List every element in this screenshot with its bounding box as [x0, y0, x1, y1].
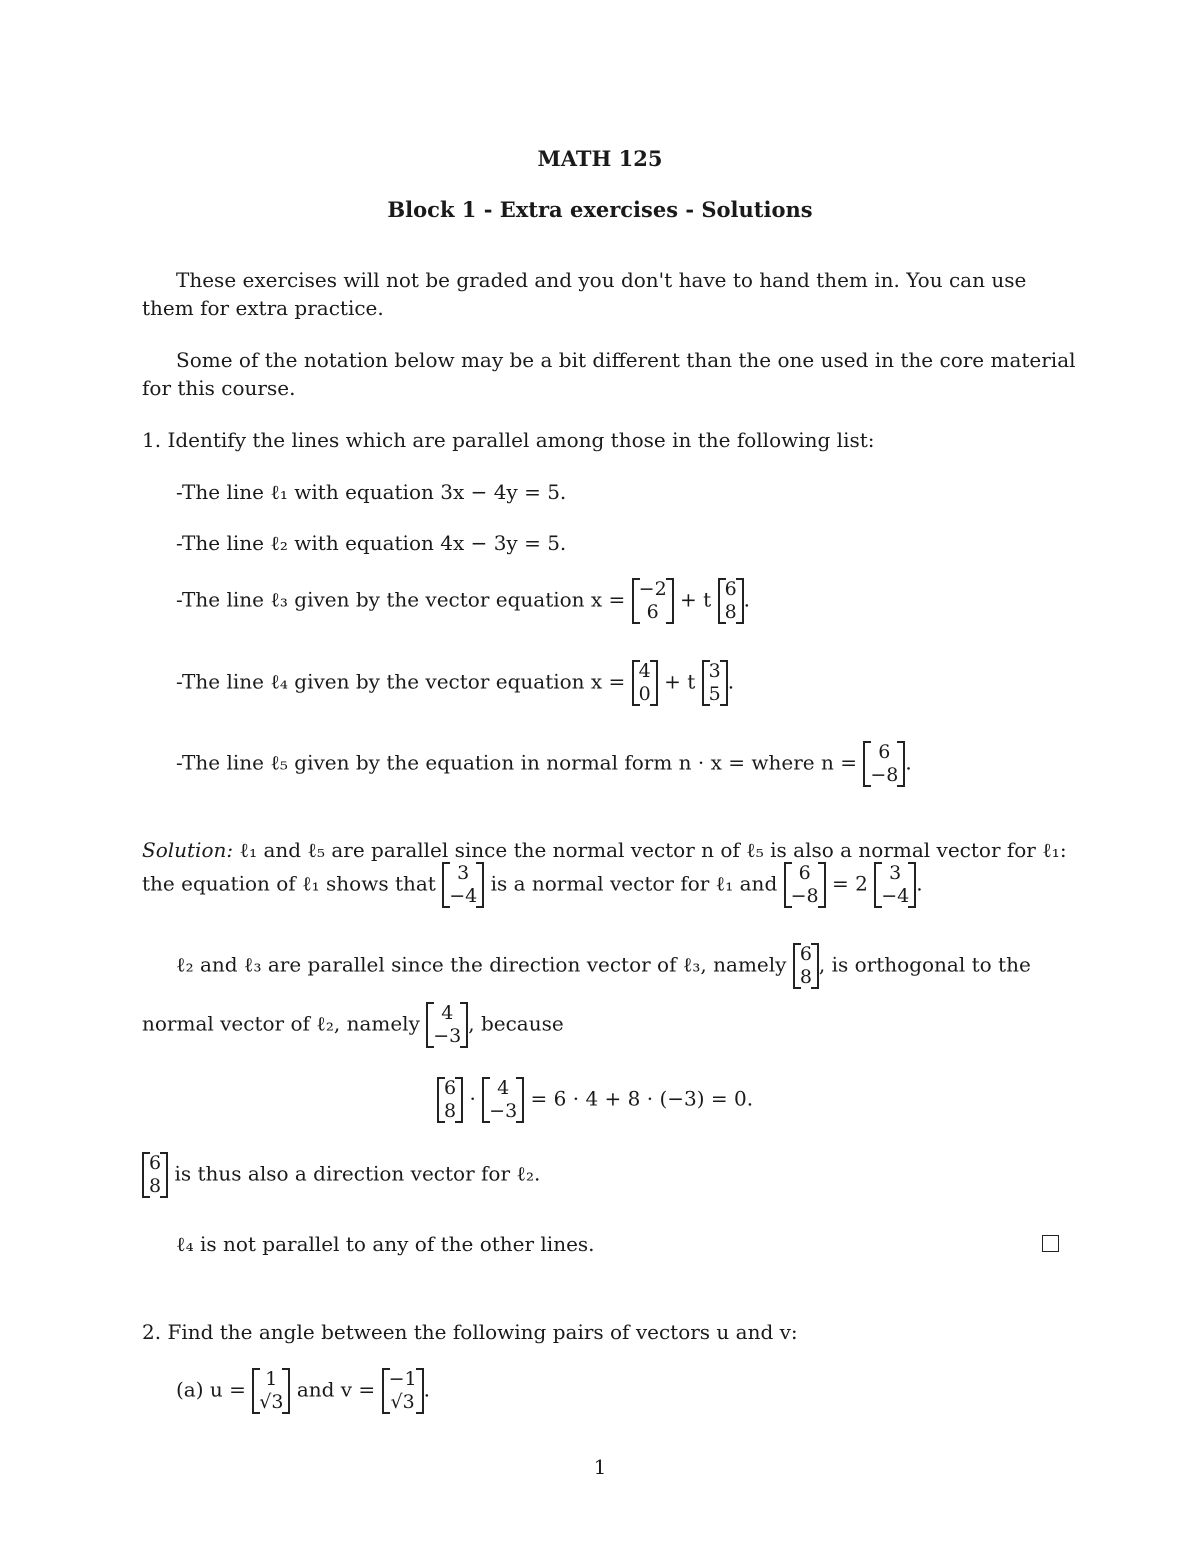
line-l2: -The line ℓ₂ with equation 4x − 3y = 5.: [176, 531, 567, 555]
vector-normal-l5: 6 −8: [784, 862, 826, 908]
line-l1: -The line ℓ₁ with equation 3x − 4y = 5.: [176, 480, 567, 504]
vector-normal-l1: 3 −4: [442, 862, 484, 908]
line-l4-plus: + t: [664, 669, 696, 694]
solution-text-4: ℓ₂ and ℓ₃ are parallel since the direction vector of ℓ₃, namely: [176, 952, 787, 977]
solution-text-1: ℓ₁ and ℓ₅ are parallel since the normal vector n of ℓ₅ is also a normal vector for ℓ₁:: [239, 838, 1067, 862]
line-l3: -The line ℓ₃ given by the vector equation x = −2 6 + t 6 8 .: [176, 578, 751, 623]
question-2a: (a) u = 1 √3 and v = −1 √3 .: [176, 1368, 430, 1413]
vector-u: 1 √3: [252, 1368, 290, 1414]
vector-l3-point: −2 6: [632, 578, 674, 624]
solution-text-3: is a normal vector for ℓ₁ and: [490, 871, 778, 896]
solution-text-6: normal vector of ℓ₂, namely: [142, 1011, 420, 1036]
page-number: 1: [593, 1455, 607, 1479]
question-2: 2. Find the angle between the following pairs of vectors u and v:: [142, 1320, 798, 1344]
dot-result: = 6 · 4 + 8 · (−3) = 0.: [530, 1086, 754, 1111]
vector-normal-l1-scaled: 3 −4: [874, 862, 916, 908]
vector-v: −1 √3: [382, 1368, 424, 1414]
vector-l4-point: 4 0: [632, 660, 658, 706]
intro-line-3: Some of the notation below may be a bit different than the one used in the core material: [176, 348, 1076, 372]
intro-line-2: them for extra practice.: [142, 296, 384, 320]
qed-square-icon: [1042, 1235, 1059, 1252]
vector-l3-direction: 6 8: [718, 578, 744, 624]
solution-line-1: [142, 836, 1067, 864]
dot-operator: ·: [469, 1086, 476, 1111]
line-l3-plus: + t: [680, 587, 712, 612]
question-2a-text: (a) u =: [176, 1377, 246, 1402]
solution-line-4: [142, 1002, 564, 1048]
vector-l4-direction: 3 5: [702, 660, 728, 706]
intro-line-1: These exercises will not be graded and you don't have to hand them in. You can use: [176, 268, 1027, 292]
page-title: MATH 125: [537, 146, 663, 171]
line-l4: -The line ℓ₄ given by the vector equation x = 4 0 + t 3 5 .: [176, 660, 735, 705]
vector-normal-l2: 4 −3: [426, 1002, 468, 1048]
vector-l5-normal: 6 −8: [863, 741, 905, 787]
solution-line-6: ℓ₄ is not parallel to any of the other lines.: [176, 1232, 595, 1256]
dot-product-equation: [437, 1077, 753, 1123]
solution-text-5: , is orthogonal to the: [818, 952, 1031, 977]
line-l5: -The line ℓ₅ given by the equation in normal form n · x = where n = 6 −8 .: [176, 741, 912, 786]
solution-text-2: the equation of ℓ₁ shows that: [142, 871, 436, 896]
solution-text-8: is thus also a direction vector for ℓ₂.: [174, 1161, 541, 1186]
line-l5-text: -The line ℓ₅ given by the equation in normal form n · x = where n =: [176, 750, 857, 775]
line-l3-text: -The line ℓ₃ given by the vector equation x =: [176, 587, 626, 612]
solution-text-7: , because: [468, 1011, 564, 1036]
dot-vector-1: 6 8: [437, 1077, 463, 1123]
solution-line-3: [176, 943, 1031, 989]
intro-line-4: for this course.: [142, 376, 296, 400]
line-l4-text: -The line ℓ₄ given by the vector equation x =: [176, 669, 626, 694]
vector-direction-l3: 6 8: [793, 943, 819, 989]
question-2a-and: and v =: [296, 1377, 376, 1402]
dot-vector-2: 4 −3: [482, 1077, 524, 1123]
solution-line-5: [142, 1152, 540, 1198]
solution-line-2: the equation of ℓ₁ shows that 3 −4 is a normal vector for ℓ₁ and 6 −8 = 2 3 −4 .: [142, 862, 923, 907]
page-subtitle: Block 1 - Extra exercises - Solutions: [387, 197, 813, 222]
vector-direction-l2: 6 8: [142, 1152, 168, 1198]
question-1: 1. Identify the lines which are parallel among those in the following list:: [142, 428, 875, 452]
solution-label: Solution:: [142, 838, 234, 862]
solution-equals: = 2: [831, 871, 868, 896]
